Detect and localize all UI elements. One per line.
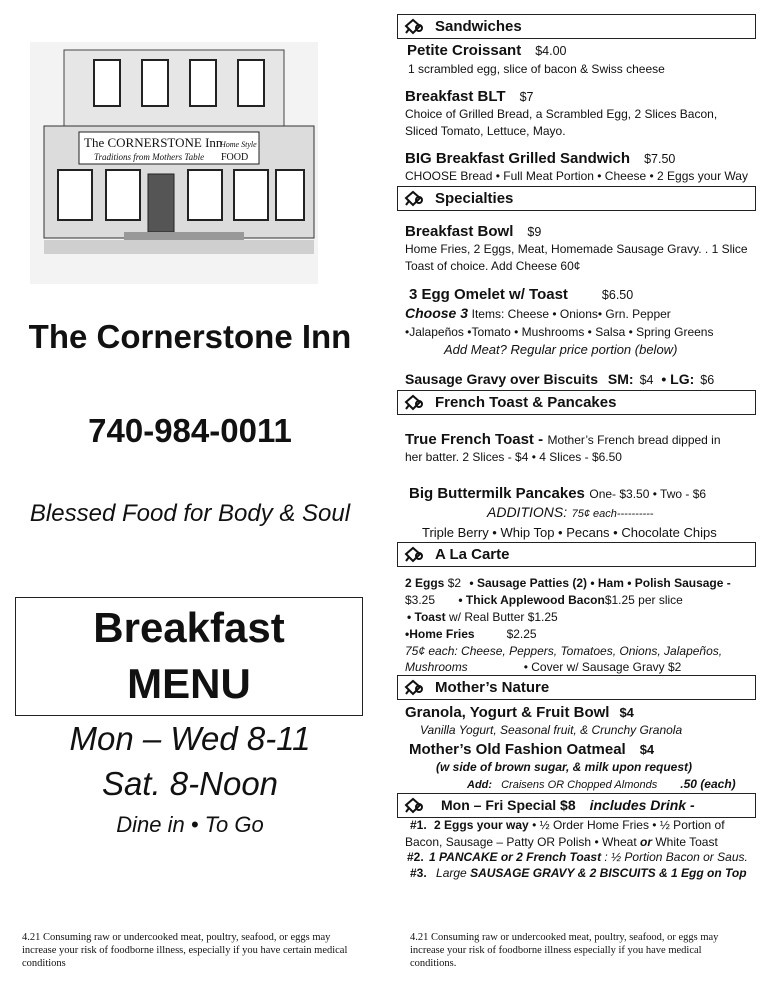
dine-options: Dine in • To Go [116, 812, 264, 837]
section-mothers-nature [397, 675, 756, 700]
disclaimer-right: 4.21 Consuming raw or undercooked meat, poultry, seafood, or eggs may increase your risk of foodborne illness especially if you have medical conditions. [410, 932, 719, 969]
disclaimer-left: 4.21 Consuming raw or undercooked meat, poultry, seafood, or eggs may increase your risk of foodborne illness, especially if you have certain medical conditions [22, 932, 348, 969]
item-pancakes: Big Buttermilk Pancakes One- $3.50 • Two - $6 [409, 485, 707, 502]
item-desc: (w side of brown sugar, & milk upon request) [436, 760, 693, 774]
menu-title-box [15, 597, 363, 716]
special-2: #2. 1 PANCAKE or 2 French Toast : ½ Portion Bacon or Saus. [407, 850, 748, 864]
alacarte-line2: $3.25 • Thick Applewood Bacon$1.25 per slice [405, 593, 683, 607]
item-omelet: 3 Egg Omelet w/ Toast $6.50 [409, 286, 634, 303]
inn-name: The Cornerstone Inn [28, 318, 352, 355]
hours-saturday: Sat. 8-Noon [101, 765, 279, 802]
item-french-toast: True French Toast - Mother’s French bread dipped in [405, 431, 721, 448]
alacarte-extras: 75¢ each: Cheese, Peppers, Tomatoes, Onions, Jalapeños, [405, 644, 723, 658]
omelet-meat: Add Meat? Regular price portion (below) [444, 342, 678, 357]
pointing-hand-icon [404, 546, 426, 563]
section-french-toast [397, 390, 756, 415]
building-sign: The CORNERSTONE Inn [84, 135, 223, 150]
menu-title-line2: MENU [127, 660, 251, 707]
additions-list: Triple Berry • Whip Top • Pecans • Chocolate Chips [422, 525, 717, 540]
special-1: #1. 2 Eggs your way • ½ Order Home Fries • ½ Portion of [410, 818, 725, 832]
alacarte-cover: Mushrooms • Cover w/ Sausage Gravy $2 [405, 660, 682, 674]
pointing-hand-icon [404, 797, 426, 814]
section-specialties [397, 186, 756, 211]
price: $7 [519, 90, 534, 104]
building-sub: Traditions from Mothers Table [94, 152, 205, 162]
price: $9 [527, 225, 542, 239]
special-3: #3. Large SAUSAGE GRAVY & 2 BISCUITS & 1 Egg on Top [410, 866, 747, 880]
item-desc: her batter. 2 Slices - $4 • 4 Slices - $6.50 [405, 450, 622, 464]
oatmeal-add: Add: Craisens OR Chopped Almonds .50 (each) [467, 777, 736, 791]
section-sandwiches [397, 14, 756, 39]
section-title: French Toast & Pancakes [435, 394, 617, 411]
hours-weekday: Mon – Wed 8-11 [69, 720, 311, 757]
tagline: Blessed Food for Body & Soul [29, 500, 351, 527]
price: $4.00 [535, 44, 567, 58]
pointing-hand-icon [404, 18, 426, 35]
item-desc: Vanilla Yogurt, Seasonal fruit, & Crunchy Granola [420, 723, 683, 737]
item-petite-croissant: Petite Croissant $4.00 [407, 42, 567, 59]
pancake-additions: ADDITIONS: 75¢ each---------- [487, 504, 654, 520]
special-1-line2: Bacon, Sausage – Patty OR Polish • Wheat or White Toast [405, 835, 718, 849]
pointing-hand-icon [404, 190, 426, 207]
alacarte-line1: 2 Eggs $2 • Sausage Patties (2) • Ham • Polish Sausage - [405, 576, 731, 590]
item-breakfast-blt: Breakfast BLT $7 [405, 88, 534, 105]
item-desc: Home Fries, 2 Eggs, Meat, Homemade Sausage Gravy. . 1 Slice Toast of choice. Add Cheese 60¢ [405, 242, 748, 273]
section-special [397, 793, 756, 818]
omelet-choose: Choose 3 Items: Cheese • Onions• Grn. Pepper [405, 305, 671, 321]
section-title: Mother’s Nature [435, 679, 550, 696]
item-big-grilled-sandwich: BIG Breakfast Grilled Sandwich $7.50 [405, 150, 676, 167]
pointing-hand-icon [404, 679, 426, 696]
section-title: A La Carte [435, 546, 510, 563]
alacarte-toast: • Toast w/ Real Butter $1.25 [407, 610, 558, 624]
building-illustration [24, 38, 324, 288]
section-title: Specialties [435, 190, 514, 207]
item-desc: Choice of Grilled Bread, a Scrambled Egg, 2 Slices Bacon, Sliced Tomato, Lettuce, Mayo. [405, 107, 718, 138]
menu-title-line1: Breakfast [93, 604, 285, 651]
item-desc: 1 scrambled egg, slice of bacon & Swiss cheese [408, 62, 665, 76]
item-granola: Granola, Yogurt & Fruit Bowl $4 [405, 704, 634, 721]
pointing-hand-icon [404, 394, 426, 411]
item-breakfast-bowl: Breakfast Bowl $9 [405, 223, 542, 240]
item-sausage-gravy: Sausage Gravy over Biscuits SM: $4 • LG: $6 [405, 371, 715, 387]
alacarte-fries: •Home Fries $2.25 [405, 627, 537, 641]
price: $6.50 [601, 288, 634, 302]
building-sign2: Home Style [220, 140, 257, 149]
section-title: Mon – Fri Special $8 includes Drink - [441, 797, 695, 813]
section-title: Sandwiches [435, 18, 522, 35]
price: $7.50 [644, 152, 676, 166]
item-oatmeal: Mother’s Old Fashion Oatmeal $4 [409, 741, 655, 758]
item-desc: CHOOSE Bread • Full Meat Portion • Cheese • 2 Eggs your Way [405, 169, 748, 183]
omelet-items: •Jalapeños •Tomato • Mushrooms • Salsa • Spring Greens [405, 325, 714, 339]
building-food: FOOD [221, 152, 249, 163]
section-a-la-carte [397, 542, 756, 567]
phone-number[interactable]: 740-984-0011 [88, 412, 292, 449]
